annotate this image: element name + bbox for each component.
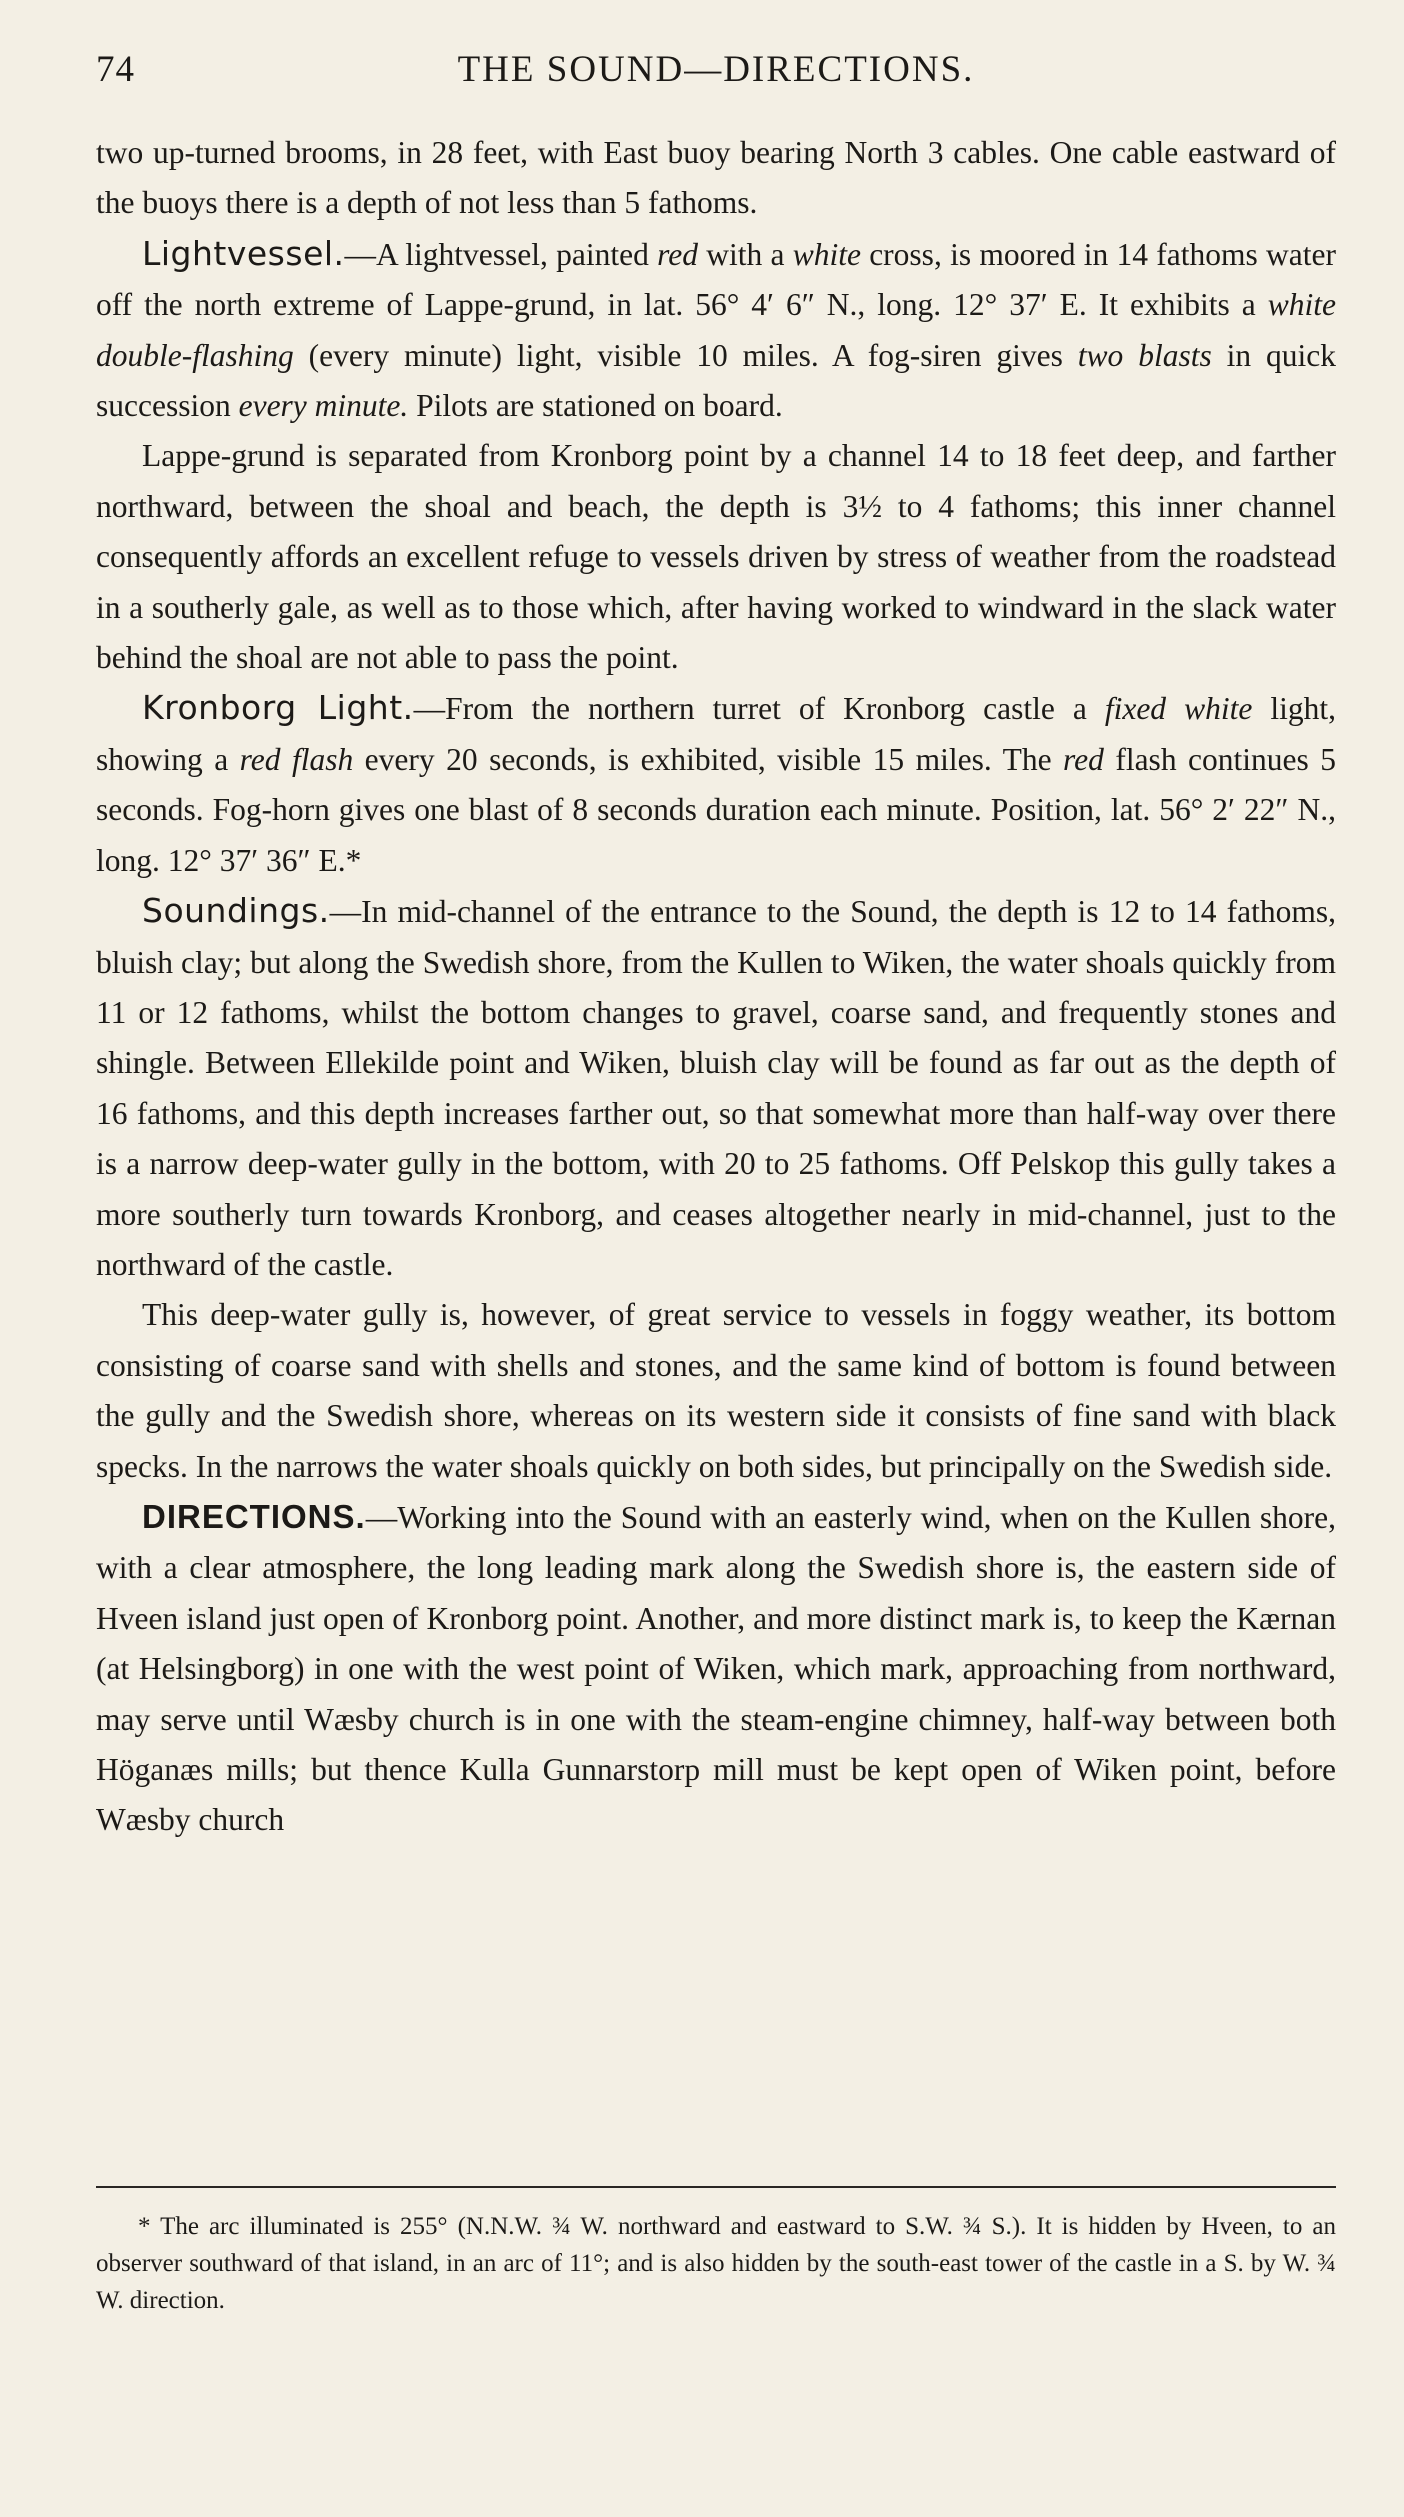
italic-run: red [1063, 741, 1104, 777]
italic-run: fixed white [1104, 691, 1253, 727]
paragraph-deep-water-gully: This deep-water gully is, however, of great service to vessels in foggy weather, its bottom consisting of coarse sand with shells and stones, and the same kind of bottom is found between the gully and the Swedish shore, whereas on its western side it consists of fine sand with black specks. In the narrows the water shoals quickly on both sides, but principally on the Swedish side. [96, 1297, 1336, 1484]
footnote-text: * The arc illuminated is 255° (N.N.W. ¾ W. northward and eastward to S.W. ¾ S.). It is hidden by Hveen, to an observer southward of that island, in an arc of 11°; and is also hidden by the south-east tower of the castle in a S. by W. ¾ W. direction. [96, 2213, 1336, 2314]
paragraph-kronborg-light [96, 683, 1336, 886]
footnote [96, 2208, 1336, 2319]
italic-run: two blasts [1077, 337, 1212, 373]
section-heading-kronborg-light: Kronborg Light. [142, 688, 414, 728]
body-text [96, 128, 1336, 1846]
text-run: Pilots are stationed on board. [408, 388, 783, 424]
italic-run: white [792, 236, 861, 272]
text-run: —In mid-channel of the entrance to the Sound, the depth is 12 to 14 fathoms, bluish clay; but along the Swedish shore, from the Kullen to Wiken, the water shoals quickly from 11 or 12 fathoms, whilst the bottom changes to gravel, coarse sand, and frequently stones and shingle. Between Ellekilde point and Wiken, bluish clay will be found as far out as the depth of 16 fathoms, and this depth increases farther out, so that somewhat more than half-way over there is a narrow deep-water gully in the bottom, with 20 to 25 fathoms. Off Pelskop this gully takes a more southerly turn towards Kronborg, and ceases altogether nearly in mid-channel, just to the northward of the castle. [96, 894, 1336, 1282]
paragraph-soundings [96, 886, 1336, 1290]
paragraph-lightvessel [96, 229, 1336, 432]
text-run: in quick succession [96, 337, 1336, 424]
text-run: (every minute) light, visible 10 miles. A fog-siren gives [293, 337, 1078, 373]
text-run: light, showing a [96, 691, 1336, 777]
italic-run: every minute. [238, 388, 409, 424]
text-run: cross, is moored in 14 fathoms water off the north extreme of Lappe-grund, in lat. 56° 4′ 6″ N., long. 12° 37′ E. It exhibits a [96, 236, 1336, 323]
section-heading-lightvessel: Lightvessel. [142, 233, 345, 273]
paragraph-directions [96, 1492, 1336, 1846]
text-run: flash continues 5 seconds. Fog-horn gives one blast of 8 seconds duration each minute. Position, lat. 56° 2′ 22″ N., long. 12° 37′ 36″ E.* [96, 741, 1336, 878]
text-run: —From the northern turret of Kronborg castle a [413, 691, 1105, 727]
italic-run: white double-flashing [96, 287, 1336, 373]
paragraph-buoys: two up-turned brooms, in 28 feet, with East buoy bearing North 3 cables. One cable eastward of the buoys there is a depth of not less than 5 fathoms. [96, 135, 1336, 221]
page-number: 74 [96, 49, 135, 90]
section-heading-soundings: Soundings. [142, 891, 330, 931]
text-run: —Working into the Sound with an easterly wind, when on the Kullen shore, with a clear atmosphere, the long leading mark along the Swedish shore is, the eastern side of Hveen island just open of Kronborg point. Another, and more distinct mark is, to keep the Kærnan (at Helsingborg) in one with the west point of Wiken, which mark, approaching from northward, may serve until Wæsby church is in one with the steam-engine chimney, half-way between both Höganæs mills; but thence Kulla Gunnarstorp mill must be kept open of Wiken point, before Wæsby church [96, 1499, 1336, 1838]
footnote-divider [96, 2186, 1336, 2188]
italic-run: red flash [239, 741, 354, 777]
text-run: with a [697, 236, 793, 272]
text-run: every 20 seconds, is exhibited, visible 15 miles. The [353, 741, 1064, 777]
page-title: THE SOUND—DIRECTIONS. [457, 49, 975, 90]
running-head [96, 48, 1336, 98]
text-run: —A lightvessel, painted [344, 236, 658, 272]
italic-run: red [657, 236, 698, 272]
section-heading-directions: DIRECTIONS. [142, 1497, 366, 1535]
paragraph-lappe-grund: Lappe-grund is separated from Kronborg point by a channel 14 to 18 feet deep, and farther northward, between the shoal and beach, the depth is 3½ to 4 fathoms; this inner channel consequently affords an excellent refuge to vessels driven by stress of weather from the roadstead in a southerly gale, as well as to those which, after having worked to windward in the slack water behind the shoal are not able to pass the point. [96, 438, 1336, 676]
